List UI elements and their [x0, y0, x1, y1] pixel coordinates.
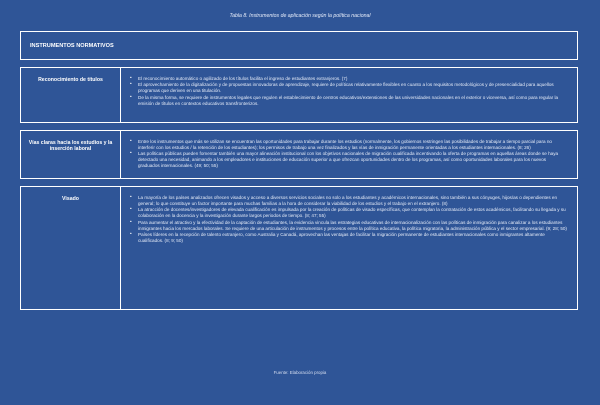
row-content [121, 131, 578, 179]
row-spacer [21, 179, 578, 187]
list-item: • Las políticas públicas pueden fomentar también una mayor alineación institucional con los objetivos nacionales de migración cualificada incentivando la oferta de programas en aquellas áreas donde se haya detectado una necesidad, animando a los empleadores e instituciones de educación superior a que ofrezcan oportunidades dentro de los programas, así como oportunidades laborales para los nuevos graduados internacionales. (49; 50; 55) [138, 151, 569, 169]
table-caption: Tabla 8. Instrumentos de aplicación según la política nacional [229, 13, 371, 19]
table-row [21, 131, 578, 179]
list-item: • El aprovechamiento de la digitalización y de propuestas innovadoras de aprendizaje, requiere de políticas relativamente flexibles en cuanto a los requisitos metodológicos y de presencialidad para aquellos programas que deriven en una titulación. [138, 82, 569, 94]
bullet-list [129, 195, 569, 244]
list-item: • Para aumentar el atractivo y la efectividad de la captación de estudiantes, la evidencia vincula las estrategias educativas de internacionalización con las políticas de inmigración para canalizar a los estudiantes inmigrantes hacia los mercados laborales. Se requiere de una articulación de instrumentos y procesos entre la política educativa, la política migratoria, la administración pública y el sector empresarial. (9; 28; 50) [138, 220, 569, 232]
list-item: • La atracción de docentes/investigadores de elevada cualificación es impulsada por la creación de políticas de visado específicas, que contemplan la contratación de estos académicos, facilitando su llegada y su colaboración en la docencia y la investigación durante largos periodos de tiempo. (8; 47; 55) [138, 207, 569, 219]
table-header: INSTRUMENTOS NORMATIVOS [21, 32, 578, 60]
row-spacer [21, 123, 578, 131]
row-label: Reconocimiento de títulos [21, 68, 121, 123]
table-row [21, 187, 578, 310]
list-item: • Países líderes en la recepción de talento extranjero, como Australia y Canadá, aprovechan las ventajas de facilitar la migración permanente de estudiantes internacionales como inmigrantes altamente cualificados. (8; 9; 50) [138, 232, 569, 244]
list-item: • Entre los instrumentos que más se utilizan se encuentran las oportunidades para trabajar durante los estudios (normalmente, los gobiernos restringen las posibilidades de trabajar a tiempo parcial para no interferir con los estudios / la retención de los estudiantes); los permisos de trabajo una vez finalizados y las vías de inmigración permanente orientadas a los estudiantes internacionales. (8; 26) [138, 139, 569, 151]
row-spacer [21, 60, 578, 68]
list-item: • De la misma forma, se requiere de instrumentos legales que regulen el establecimiento de centros educativos/extensiones de las universidades nacionales en el exterior o viceversa, así como para regular la emisión de títulos en contextos educativos transfronterizos. [138, 95, 569, 107]
row-content [121, 68, 578, 123]
bullet-list [129, 139, 569, 169]
list-item: • El reconocimiento automático o agilizado de los títulos facilita el ingreso de estudiantes extranjeros. (7) [138, 76, 569, 82]
row-label: Visado [21, 187, 121, 310]
table-row [21, 68, 578, 123]
source-footer: Fuente: Elaboración propia [273, 370, 327, 375]
row-label: Vías claras hacia los estudios y la inserción laboral [21, 131, 121, 179]
instruments-table [20, 31, 578, 310]
row-content [121, 187, 578, 310]
list-item: • La mayoría de los países analizados ofrecen visados y acceso a diversos servicios sociales no solo a los estudiantes y académicos internacionales, sino también a sus cónyuges, hijos/as o dependientes en general; lo que constituye un factor importante para muchas familias a la hora de considerar la viabilidad de los estudios y el trabajo en el extranjero. (8) [138, 195, 569, 207]
bullet-list [129, 76, 569, 107]
